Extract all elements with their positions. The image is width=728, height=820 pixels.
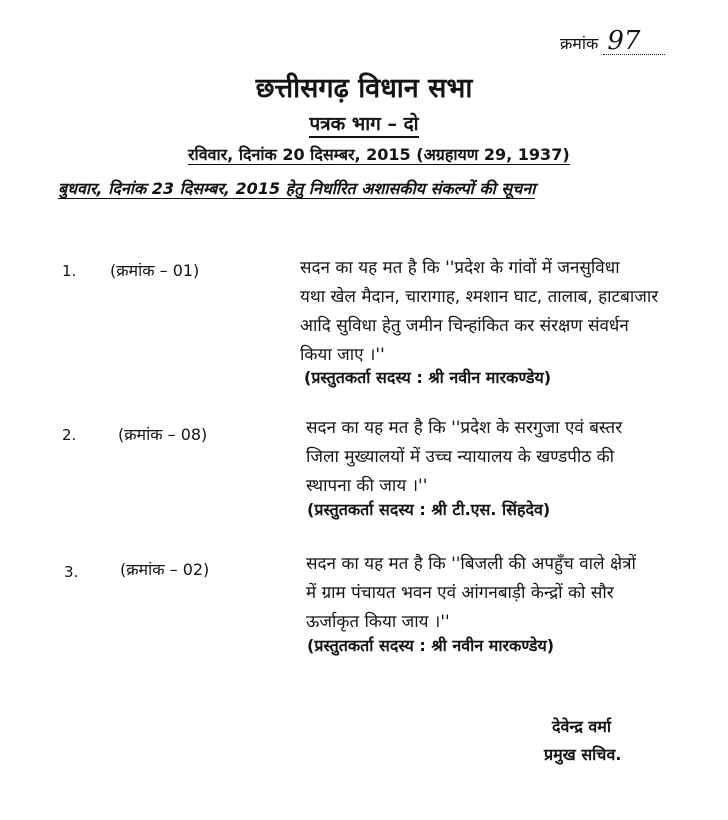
resolution-2-number: 2.	[62, 426, 77, 444]
resolution-2-line-1: सदन का यह मत है कि ''प्रदेश के सरगुजा एवं बस्तर	[306, 418, 623, 438]
resolution-1-line-4: किया जाए ।''	[300, 345, 385, 365]
resolution-2-kramank: (क्रमांक – 08)	[118, 425, 208, 444]
document-serial	[560, 28, 665, 55]
resolution-2-line-2: जिला मुख्यालयों में उच्च न्यायालय के खण्डपीठ की	[306, 447, 615, 467]
patrak-heading	[0, 110, 728, 136]
notice-heading	[58, 177, 535, 199]
patrak-text: पत्रक भाग – दो	[309, 113, 418, 138]
resolution-2-text	[306, 414, 622, 501]
serial-number: 97	[603, 28, 665, 55]
signatory-title: प्रमुख सचिव.	[544, 745, 622, 764]
resolution-3-presenter: (प्रस्तुतकर्ता सदस्य : श्री नवीन मारकण्डेय)	[307, 636, 555, 655]
resolution-3-kramank: (क्रमांक – 02)	[120, 560, 210, 579]
notice-text: बुधवार, दिनांक 23 दिसम्बर, 2015 हेतु निर्धारित अशासकीय संकल्पों की सूचना	[58, 179, 536, 198]
assembly-title: छत्तीसगढ़ विधान सभा	[255, 73, 473, 104]
resolution-2-presenter: (प्रस्तुतकर्ता सदस्य : श्री टी.एस. सिंहदेव)	[307, 500, 551, 519]
resolution-1-line-1: सदन का यह मत है कि ''प्रदेश के गांवों में जनसुविधा	[300, 258, 620, 278]
date-text: रविवार, दिनांक 20 दिसम्बर, 2015 (अग्रहायण 29, 1937)	[188, 145, 570, 164]
resolution-3-line-3: ऊर्जाकृत किया जाय ।''	[306, 612, 450, 632]
serial-label: क्रमांक	[560, 34, 599, 53]
resolution-1-presenter: (प्रस्तुतकर्ता सदस्य : श्री नवीन मारकण्डेय)	[304, 368, 552, 387]
resolution-1-kramank: (क्रमांक – 01)	[110, 261, 200, 280]
date-line	[188, 143, 570, 165]
resolution-3-line-1: सदन का यह मत है कि ''बिजली की अपहुँच वाले क्षेत्रों	[306, 554, 636, 574]
resolution-1-line-2: यथा खेल मैदान, चारागाह, श्मशान घाट, तालाब, हाटबाजार	[300, 287, 659, 307]
signatory-name: देवेन्द्र वर्मा	[552, 717, 612, 736]
resolution-3-number: 3.	[64, 563, 79, 581]
resolution-1-text	[300, 254, 658, 370]
resolution-3-line-2: में ग्राम पंचायत भवन एवं आंगनबाड़ी केन्द्रों को सौर	[306, 583, 614, 603]
resolution-3-text	[306, 550, 636, 637]
resolution-2-line-3: स्थापना की जाय ।''	[306, 476, 428, 496]
resolution-1-line-3: आदि सुविधा हेतु जमीन चिन्हांकित कर संरक्षण संवर्धन	[300, 316, 629, 336]
resolution-1-number: 1.	[62, 262, 77, 280]
